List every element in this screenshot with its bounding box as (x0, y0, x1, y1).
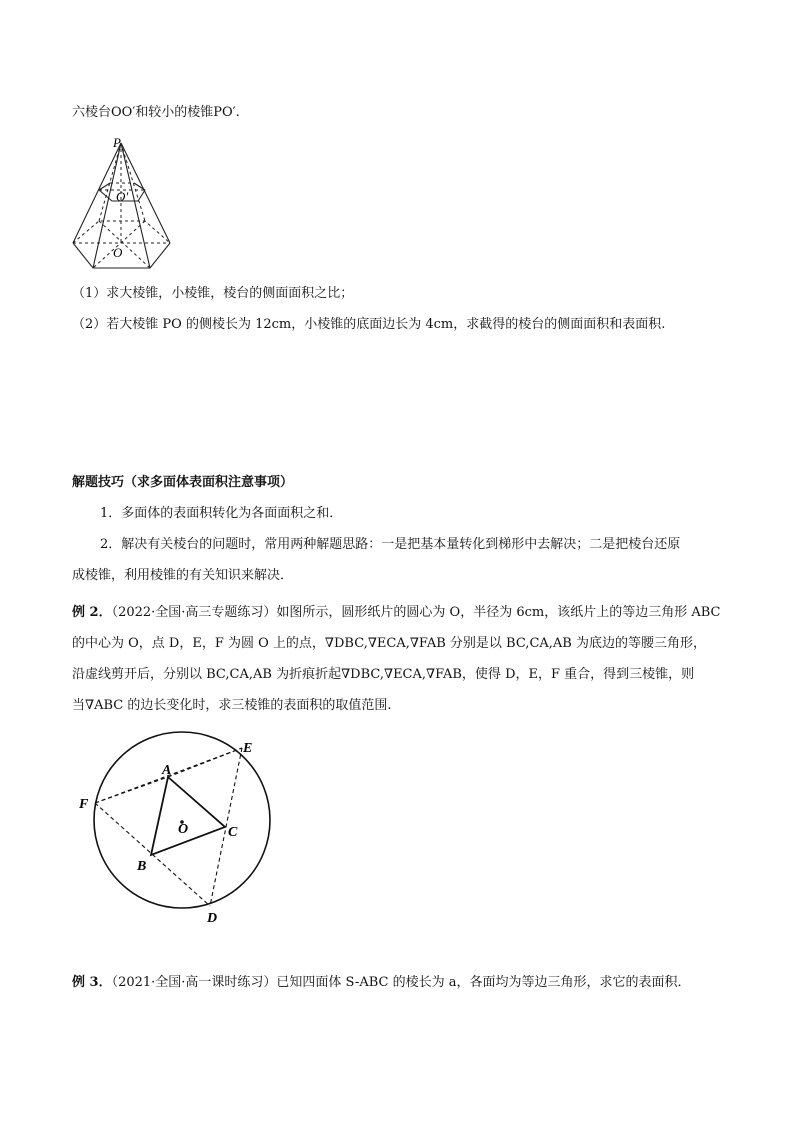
example-3-text: （2021·全国·高一课时练习）已知四面体 S-ABC 的棱长为 a，各面均为等边三角形，求它的表面积． (111, 975, 691, 990)
pyramid-figure (60, 130, 230, 275)
example-3-line (72, 974, 690, 992)
example-2-line-2: 的中心为 O，点 D，E，F 为圆 O 上的点，∇DBC,∇ECA,∇FAB 分别是以 BC,CA,AB 为底边的等腰三角形， (72, 636, 706, 651)
question-1: （1）求大棱锥，小棱锥，棱台的侧面面积之比； (72, 286, 354, 301)
label-F: F (79, 797, 89, 812)
label-E: E (243, 741, 253, 756)
tips-title: 解题技巧（求多面体表面积注意事项） (72, 475, 294, 490)
example-2-line-4: 当∇ABC 的边长变化时，求三棱锥的表面积的取值范围. (72, 698, 392, 713)
label-O: O (113, 245, 123, 260)
tip-1: 1．多面体的表面积转化为各面面积之和． (100, 506, 343, 521)
example-2-line-3: 沿虚线剪开后，分别以 BC,CA,AB 为折痕折起∇DBC,∇ECA,∇FAB，使得 D，E，F 重合，得到三棱锥，则 (72, 667, 695, 682)
label-O-prime: O′ (116, 189, 129, 204)
tip-2-line-1: 2．解决有关棱台的问题时，常用两种解题思路：一是把基本量转化到梯形中去解决；二是把棱台还原 (100, 537, 681, 552)
label-A: A (162, 763, 172, 778)
intro-line: 六棱台OO′和较小的棱锥PO′. (72, 105, 240, 120)
label-P: P (113, 135, 121, 150)
label-B: B (137, 859, 147, 874)
question-2: （2）若大棱锥 PO 的侧棱长为 12cm，小棱锥的底面边长为 4cm，求截得的棱台的侧面面积和表面积. (72, 317, 666, 332)
tip-2-line-2: 成棱锥，利用棱锥的有关知识来解决． (72, 568, 294, 583)
label-D: D (207, 911, 218, 926)
circle-triangle-figure (70, 735, 280, 930)
example-3-label: 例 3． (72, 975, 112, 990)
label-C: C (228, 825, 238, 840)
example-2-line-1 (72, 604, 721, 622)
example-2-text: （2022·全国·高三专题练习）如图所示，圆形纸片的圆心为 O，半径为 6cm，该纸片上的等边三角形 ABC (111, 605, 721, 620)
example-2-label: 例 2． (72, 605, 112, 620)
label-O-center: O (178, 822, 189, 837)
